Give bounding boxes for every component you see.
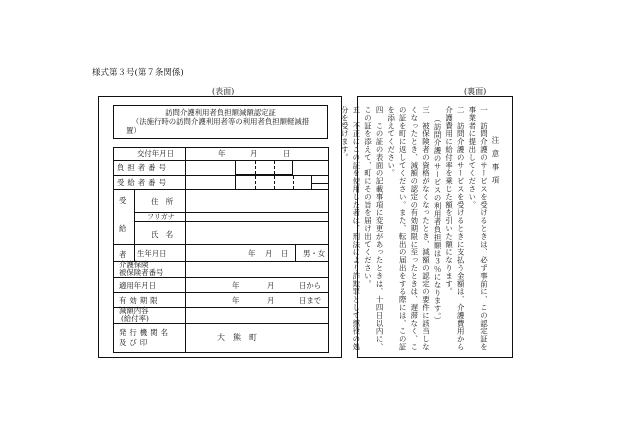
apply-date-month-unit: 月 [267,281,275,290]
note-item-3-text: 被保険者の資格がなくなったとき、減額の認定の要件に該当しなくなったとき、減額の認定の有効期限に至ったときは、遅滞なく、この証を町に返してください。また、転出の届出をする際には、この証を添えてください。 [386,106,431,351]
valid-until-until: 日まで [299,296,322,305]
apply-date-year-unit: 年 [232,281,240,290]
apply-date-from: 日から [299,281,322,290]
note-item-1 [466,106,489,354]
row-line [113,323,328,324]
note-item-3-num: 三 [421,106,431,114]
row-line [113,277,328,278]
payer-number-boxes [235,160,293,175]
birth-date-year-unit: 年 [248,249,256,258]
issue-date-year-unit: 年 [218,149,226,158]
issuer-label-line1: 発行機関名 [119,328,171,337]
back-card [340,96,513,358]
front-side-label: (表面) [212,87,235,96]
recipient-number-connector [311,183,329,184]
issuer-label-line2: 及び印 [119,338,151,347]
address-label: 住 所 [151,197,174,206]
recipient-group-divider [134,189,135,261]
issue-date-day-unit: 日 [283,149,291,158]
recipient-number-label: 受給者番号 [117,178,169,187]
note-item-5 [339,106,362,354]
reduction-label-line2: (給付率) [121,314,149,323]
table-bottom-line [113,352,329,353]
furigana-label: フリガナ [147,213,175,221]
note-item-4-text: この証の表面の記載事項に変更があったときは、十四日以内に、この証を添えて、町にその旨を届け出てください。 [363,106,385,351]
recipient-group-char-3: 者 [119,250,127,259]
certificate-title-box [113,105,328,139]
payer-number-label: 負担者番号 [117,163,169,172]
note-item-4-num: 四 [375,106,385,114]
valid-until-year-unit: 年 [232,296,240,305]
table-left-line [113,147,114,352]
birth-date-label: 生年月日 [137,249,167,258]
name-label: 氏 名 [151,230,174,239]
label-column-divider [185,147,186,352]
note-item-2 [443,106,466,354]
note-item-1-text: 訪問介護のサービスを受けるときは、必ず事前に、この認定証を事業者に提出してください。 [467,106,489,351]
row-line [113,292,328,293]
sex-column-divider [295,244,296,261]
insured-number-label-line2: 被保険者番号 [119,268,164,277]
row-line [113,160,328,161]
note-item-5-num: 五 [351,106,361,114]
valid-until-label: 有効期限 [119,296,161,305]
note-item-1-num: 一 [479,106,489,114]
notes-vertical-text [339,106,501,354]
certificate-title: 訪問介護利用者負担額減額認定証 [165,108,276,117]
notes-heading: 注意事項 [491,136,500,190]
note-item-2-text: 訪問介護のサービスを受けるときに支払う金額は、介護費用から介護費用に給付率を乗じた額を引いた額になります。 [444,106,466,351]
recipient-number-boxes [235,175,312,190]
note-item-2-num: 二 [456,106,466,114]
certificate-subtitle-cont: 置） [126,126,141,135]
birth-date-month-unit: 月 [265,249,273,258]
issuer-name: 大 熊 町 [217,333,257,342]
insured-number-label-line1: 介護保険 [119,260,149,269]
certificate-subtitle: （法施行時の訪問介護利用者等の利用者負担額軽減措 [131,117,310,126]
reduction-label-line1: 減額内容 [119,306,149,315]
recipient-group-char-2: 給 [119,224,127,233]
form-number: 様式第３号(第７条関係) [92,68,184,78]
note-item-2-note: （訪問介護のサービスの利用者負担額は３％になります。） [433,115,443,325]
sex-options: 男・女 [303,249,326,258]
note-item-5-text: 不正にこの証を使用した者は、刑法により詐欺罪として懲役の処分を受けます。 [340,106,361,351]
table-right-line [328,147,329,352]
table-top-line [113,147,328,148]
back-side-label: (裏面) [464,87,487,96]
issue-date-month-unit: 月 [250,149,258,158]
issue-date-label: 交付年月日 [137,149,174,158]
apply-date-label: 適用年月日 [119,281,156,290]
recipient-group-char-1: 受 [119,196,127,205]
valid-until-month-unit: 月 [267,296,275,305]
note-item-4 [362,106,385,354]
birth-date-day-unit: 日 [281,249,289,258]
note-item-3 [385,106,431,354]
front-card [98,96,342,358]
